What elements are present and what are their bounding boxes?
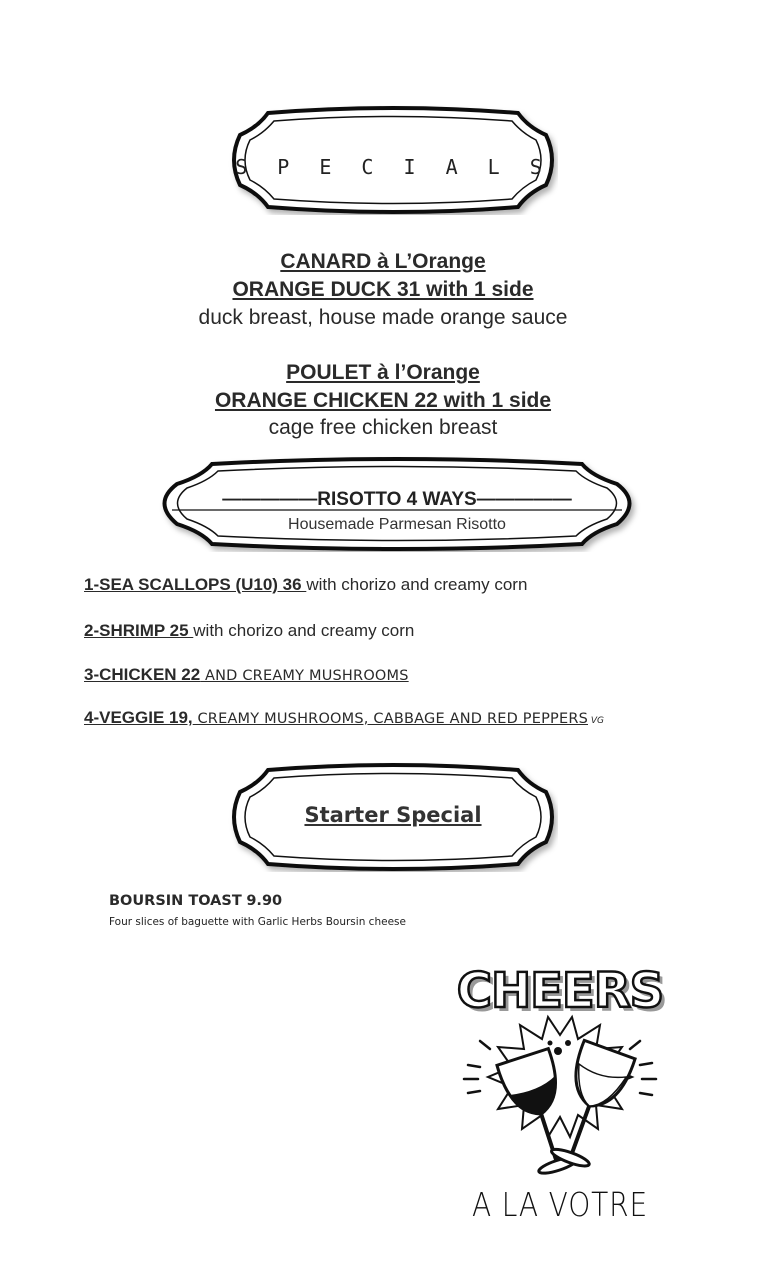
item-description: with chorizo and creamy corn [306, 575, 528, 594]
dish-french-name: CANARD à L’Orange [280, 250, 486, 273]
starter-item [109, 893, 282, 909]
starter-name: BOURSIN TOAST [109, 893, 242, 909]
item-name: 4-VEGGIE 19, [84, 708, 193, 727]
cheers-illustration [440, 955, 680, 1215]
starter-title: Starter Special [304, 803, 482, 827]
specials-title: S P E C I A L S [235, 155, 551, 179]
starter-price: 9.90 [246, 893, 283, 909]
item-description: with chorizo and creamy corn [193, 621, 415, 640]
starter-description: Four slices of baguette with Garlic Herbs Boursin cheese [109, 916, 406, 928]
item-name: 2-SHRIMP 25 [84, 621, 194, 640]
dish-english-name: ORANGE DUCK 31 with 1 side [232, 278, 534, 301]
dish-french-name: POULET à l’Orange [286, 361, 480, 384]
item-name: 1-SEA SCALLOPS (U10) 36 [84, 575, 307, 594]
dish-description: cage free chicken breast [268, 416, 498, 439]
risotto-subtitle: Housemade Parmesan Risotto [288, 516, 506, 533]
list-item [84, 621, 414, 641]
dish-english-name: ORANGE CHICKEN 22 with 1 side [214, 389, 552, 412]
list-item [84, 665, 409, 685]
item-description: AND CREAMY MUSHROOMS [200, 668, 409, 684]
vegetarian-tag: VG [588, 716, 604, 726]
list-item [84, 575, 527, 595]
item-description: CREAMY MUSHROOMS, CABBAGE AND RED PEPPERS [192, 711, 588, 727]
risotto-title: —————RISOTTO 4 WAYS————— [222, 489, 572, 510]
cheers-banner: CHEERS [456, 963, 664, 1019]
list-item [84, 708, 604, 728]
dish-description: duck breast, house made orange sauce [198, 306, 568, 329]
item-name: 3-CHICKEN 22 [84, 665, 201, 684]
a-la-votre-caption: A LA VOTRE [471, 1185, 649, 1224]
